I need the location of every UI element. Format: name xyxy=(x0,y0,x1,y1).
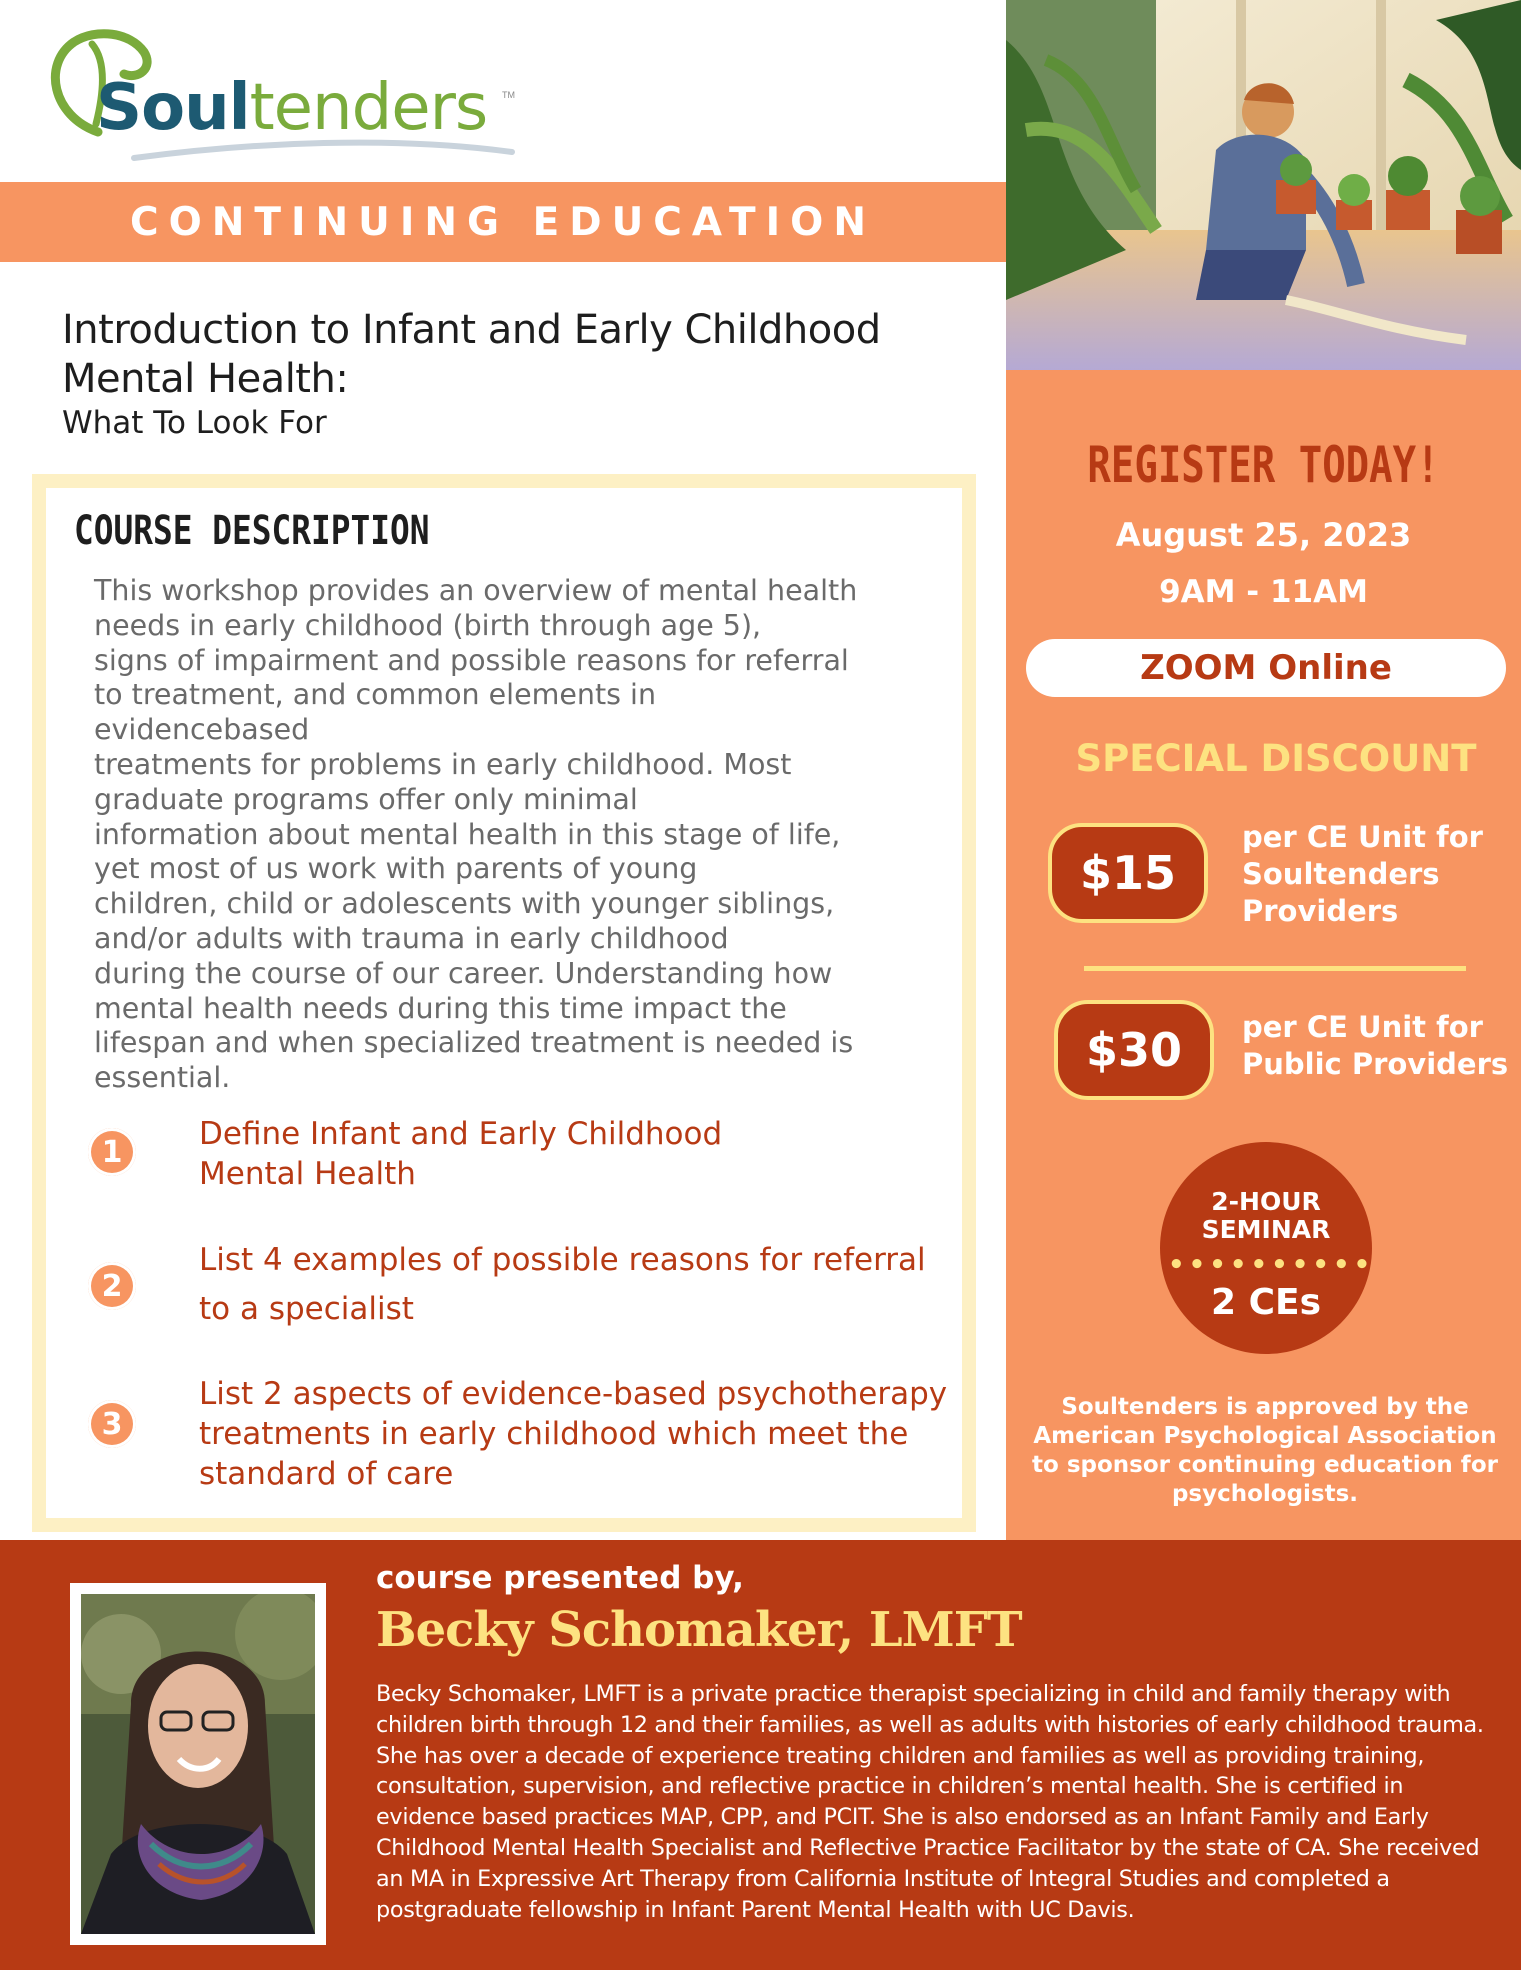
course-subtitle: What To Look For xyxy=(62,405,327,441)
number-badge-icon: 1 xyxy=(88,1128,136,1176)
price-badge-soultenders: $15 xyxy=(1048,823,1208,923)
number-badge-icon: 2 xyxy=(88,1262,136,1310)
register-today-heading: REGISTER TODAY! xyxy=(1087,436,1440,494)
apa-approval-note: Soultenders is approved by the American Psychological Association to sponsor continuing education for psychologists. xyxy=(1032,1394,1498,1507)
presenter-photo-frame xyxy=(70,1583,326,1945)
course-description-body: This workshop provides an overview of mental health needs in early childhood (birth through age 5), signs of impairment and possible reasons for referral to treatment, and common elements in evidencebased treatments for problems in early childhood. Most graduate programs offer only minimal information about mental health in this stage of life, yet most of us work with parents of young children, child or adolescents with younger siblings, and/or adults with trauma in early childhood during the course of our career. Understanding how mental health needs during this time impact the lifespan and when specialized treatment is needed is essential. xyxy=(94,574,858,1095)
seminar-badge xyxy=(1160,1142,1375,1354)
presenter-bio: Becky Schomaker, LMFT is a private practice therapist specializing in child and family therapy with children birth through 12 and their families, as well as adults with histories of early childhood trauma. She has over a decade of experience treating children and families as well as providing training, consultation, supervision, and reflective practice in children’s mental health. She is certified in evidence based practices MAP, CPP, and PCIT. She is also endorsed as an Infant Family and Early Childhood Mental Health Specialist and Reflective Practice Facilitator by the state of CA. She received an MA in Expressive Art Therapy from California Institute of Integral Studies and completed a postgraduate fellowship in Infant Parent Mental Health with UC Davis. xyxy=(376,1681,1484,1923)
soultenders-logo xyxy=(34,24,524,174)
price-label-public: per CE Unit for Public Providers xyxy=(1242,1010,1509,1081)
seminar-credits: 2 CEs xyxy=(1210,1282,1322,1323)
objective-text: Define Infant and Early Childhood Mental Health xyxy=(199,1116,723,1192)
objective-item xyxy=(88,1376,948,1492)
child-with-plants-illustration xyxy=(1006,0,1521,370)
logo-wordmark: Soultenders xyxy=(96,71,488,145)
seminar-length: 2-HOUR SEMINAR xyxy=(1201,1187,1331,1244)
objective-text: List 2 aspects of evidence-based psychotherapy treatments in early childhood which meet the standard of care xyxy=(199,1376,948,1492)
banner-label: CONTINUING EDUCATION xyxy=(130,199,876,245)
objective-item xyxy=(88,1116,723,1192)
dotted-separator: •••••••••• xyxy=(1168,1250,1375,1280)
presented-by-label: course presented by, xyxy=(376,1560,744,1596)
presenter-name: Becky Schomaker, LMFT xyxy=(376,1602,1022,1658)
event-time: 9AM - 11AM xyxy=(1159,574,1368,610)
price-label-soultenders: per CE Unit for Soultenders Providers xyxy=(1242,820,1483,928)
course-description-heading: COURSE DESCRIPTION xyxy=(74,508,430,554)
number-badge-icon: 3 xyxy=(88,1400,136,1448)
event-date: August 25, 2023 xyxy=(1115,516,1412,554)
zoom-online-badge: ZOOM Online xyxy=(1026,639,1506,697)
special-discount-heading: SPECIAL DISCOUNT xyxy=(1075,737,1477,780)
objective-item xyxy=(88,1242,926,1327)
discount-divider xyxy=(1084,966,1466,971)
continuing-education-banner xyxy=(0,182,1006,262)
presenter-photo xyxy=(81,1594,315,1934)
objective-text: List 4 examples of possible reasons for referral to a specialist xyxy=(199,1242,926,1327)
trademark-mark: TM xyxy=(502,90,515,100)
course-title: Introduction to Infant and Early Childhood Mental Health: xyxy=(62,307,881,402)
price-badge-public: $30 xyxy=(1054,1000,1214,1100)
